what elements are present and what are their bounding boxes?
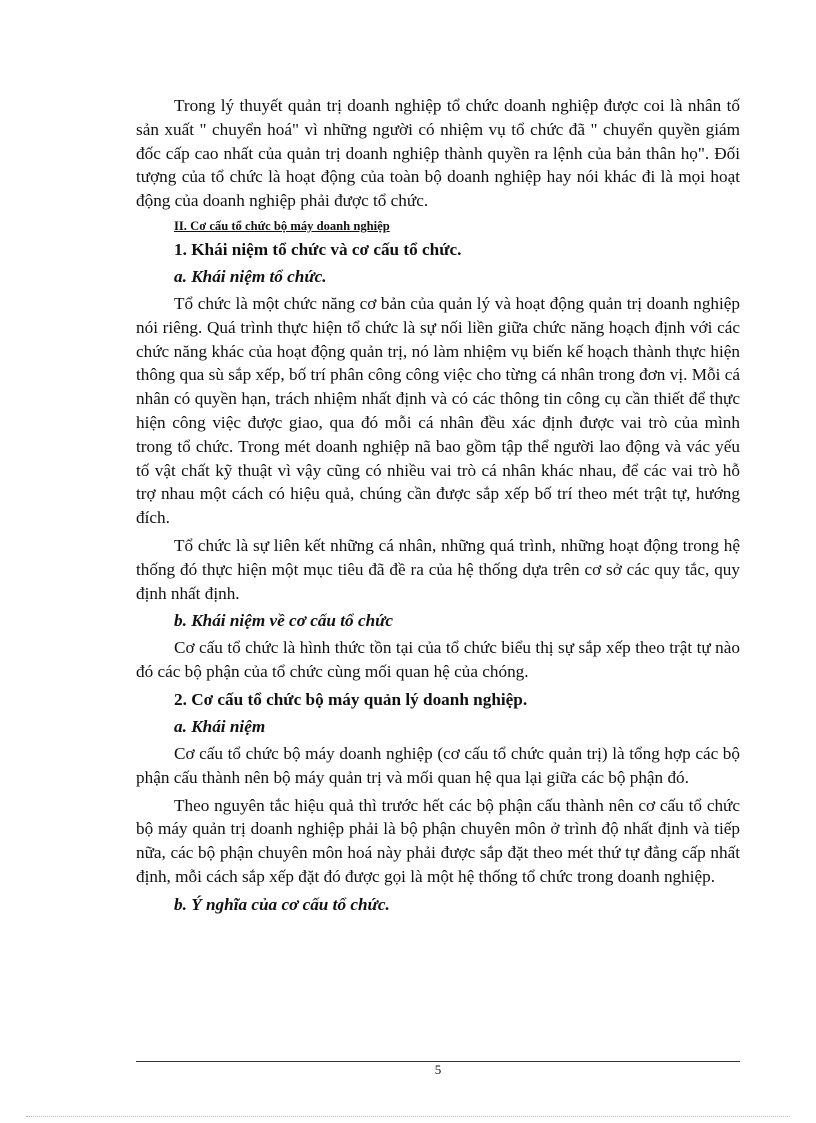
heading-1a: a. Khái niệm tổ chức. — [174, 266, 327, 286]
paragraph-structure-concept: Cơ cấu tổ chức là hình thức tồn tại của tổ chức biểu thị sự sắp xếp theo trật tự nào đó các bộ phận của tổ chức cùng mối quan hệ của chóng. — [136, 638, 740, 682]
heading-2a: a. Khái niệm — [174, 716, 266, 736]
heading-2b: b. Ý nghĩa của cơ cấu tổ chức. — [174, 894, 390, 914]
section-heading-ii: II. Cơ cấu tổ chức bộ máy doanh nghiệp — [174, 218, 390, 233]
heading-1: 1. Khái niệm tổ chức và cơ cấu tổ chức. — [174, 239, 462, 259]
paragraph-org-concept: Tổ chức là một chức năng cơ bản của quản lý và hoạt động quản trị doanh nghiệp nói riêng. Quá trình thực hiện tổ chức là sự nối liền giữa chức năng hoạch định với các chức năng khác của hoạt động quản trị, nó làm nhiệm vụ biến kế hoạch thành thực hiện thông qua sù sắp xếp, bố trí phân công công việc cho từng cá nhân trong đơn vị. Mỗi cá nhân có quyền hạn, trách nhiệm nhất định và có các thông tin công cụ cần thiết để thực hiện công việc được giao, qua đó mỗi cá nhân đều xác định được vai trò của mình trong tổ chức. Trong mét doanh nghiệp nã bao gồm tập thể người lao động và vác yếu tố vật chất kỹ thuật vì vậy cũng có nhiều vai trò cá nhân khác nhau, để các vai trò hỗ trợ nhau một cách có hiệu quả, chúng cần được sắp xếp bố trí theo mét trật tự, hướng đích. — [136, 293, 740, 528]
document-body — [136, 94, 740, 920]
paragraph-structure-definition: Cơ cấu tổ chức bộ máy doanh nghiệp (cơ cấu tổ chức quản trị) là tổng hợp các bộ phận cấu thành nên bộ máy quản trị và mối quan hệ qua lại giữa các bộ phận đó. — [136, 743, 740, 787]
heading-1b: b. Khái niệm về cơ cấu tổ chức — [174, 611, 394, 631]
page-bottom-border — [26, 1116, 790, 1117]
paragraph-intro: Trong lý thuyết quản trị doanh nghiệp tổ chức doanh nghiệp được coi là nhân tố sản xuất " chuyển hoá" vì những người có nhiệm vụ tổ chức đã " chuyển quyền giám đốc cấp cao nhất của quản trị doanh nghiệp thành quyền ra lệnh của bản thân họ". Đối tượng của tổ chức là hoạt động của toàn bộ doanh nghiệp hay nói khác đi là mọi hoạt động của doanh nghiệp phải được tổ chức. — [136, 96, 740, 211]
paragraph-efficiency-principle: Theo nguyên tắc hiệu quả thì trước hết các bộ phận cấu thành nên cơ cấu tổ chức bộ máy quản trị doanh nghiệp phải là bộ phận chuyên môn ở trình độ nhất định và tiếp nữa, các bộ phận chuyên môn hoá này phải được sắp đặt theo mét thứ tự đẳng cấp nhất định, mỗi cách sắp xếp đặt đó được gọi là một hệ thống tổ chức trong doanh nghiệp. — [136, 795, 740, 886]
heading-2: 2. Cơ cấu tổ chức bộ máy quản lý doanh nghiệp. — [174, 689, 528, 709]
paragraph-org-link: Tổ chức là sự liên kết những cá nhân, những quá trình, những hoạt động trong hệ thống đó thực hiện một mục tiêu đã đề ra của hệ thống dựa trên cơ sở các quy tắc, quy định nhất định. — [136, 535, 740, 603]
page-number: 5 — [434, 1062, 442, 1077]
